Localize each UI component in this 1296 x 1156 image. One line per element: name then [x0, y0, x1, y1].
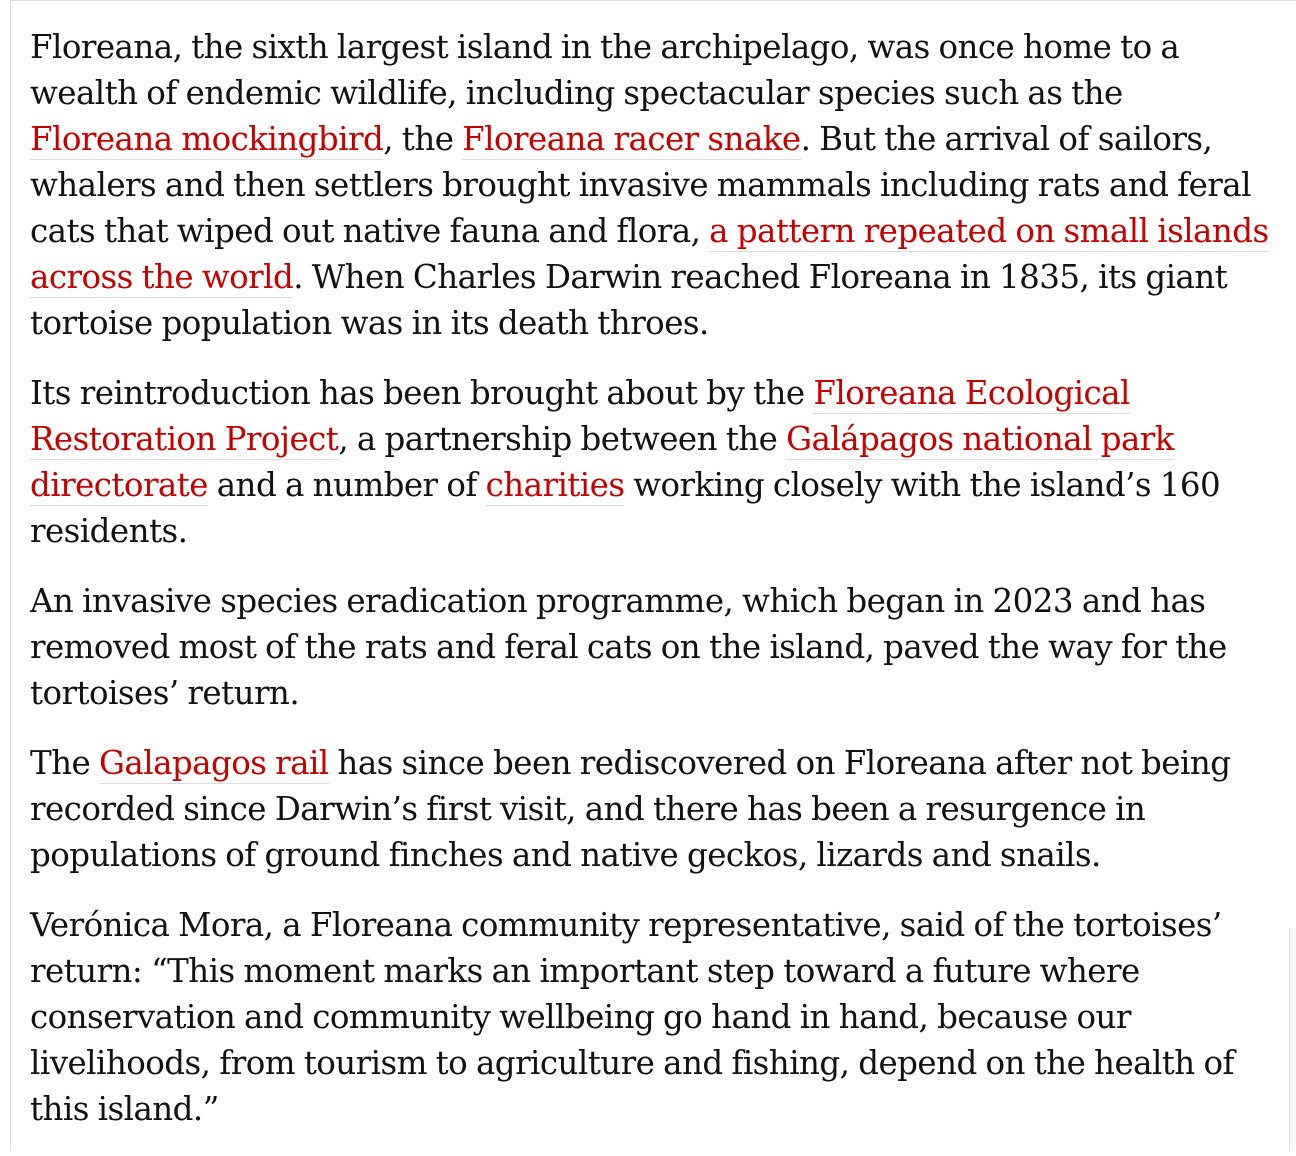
- paragraph-text: The: [30, 744, 99, 782]
- page-edge-strip: [1289, 928, 1296, 1151]
- paragraph-reintroduction: [30, 370, 1270, 554]
- paragraph-text: , the: [383, 120, 463, 158]
- link-floreana-racer-snake[interactable]: Floreana racer snake: [462, 120, 801, 158]
- paragraph-text: . When Charles Darwin reached Floreana in 1835, its giant tortoise population was in its death throes.: [30, 258, 1228, 342]
- paragraph-text: and a number of: [207, 466, 486, 504]
- paragraph-text: Floreana, the sixth largest island in the archipelago, was once home to a wealth of endemic wildlife, including spectacular species such as the: [30, 28, 1180, 112]
- paragraph-galapagos-rail: [30, 740, 1270, 878]
- paragraph-eradication-programme: An invasive species eradication programme, which began in 2023 and has removed most of the rats and feral cats on the island, paved the way for the tortoises’ return.: [30, 582, 1227, 712]
- paragraph-floreana-history: [30, 24, 1270, 346]
- link-floreana-mockingbird[interactable]: Floreana mockingbird: [30, 120, 384, 158]
- link-charities[interactable]: charities: [485, 466, 625, 504]
- link-pattern-repeated-islands[interactable]: a pattern repeated on small islands across the world: [30, 212, 1269, 296]
- link-galapagos-national-park-directorate[interactable]: Galápagos national park directorate: [30, 420, 1174, 504]
- paragraph-text: has since been rediscovered on Floreana after not being recorded since Darwin’s first visit, and there has been a resurgence in populations of ground finches and native geckos, lizards and snails.: [30, 744, 1231, 874]
- paragraph-text: , a partnership between the: [338, 420, 787, 458]
- paragraph-text: Its reintroduction has been brought about by the: [30, 374, 814, 412]
- paragraph-text: . But the arrival of sailors, whalers and then settlers brought invasive mammals including rats and feral cats that wiped out native fauna and flora,: [30, 120, 1251, 250]
- paragraph-text: working closely with the island’s 160 residents.: [30, 466, 1221, 550]
- paragraph-community-quote: Verónica Mora, a Floreana community representative, said of the tortoises’ return: “This moment marks an important step toward a future where conservation and community wellbeing go hand in hand, because our livelihoods, from tourism to agriculture and fishing, depend on the health of this island.”: [30, 906, 1234, 1128]
- link-floreana-ecological-restoration-project[interactable]: Floreana Ecological Restoration Project: [30, 374, 1130, 458]
- link-galapagos-rail[interactable]: Galapagos rail: [98, 744, 329, 782]
- article-body: [30, 24, 1270, 1156]
